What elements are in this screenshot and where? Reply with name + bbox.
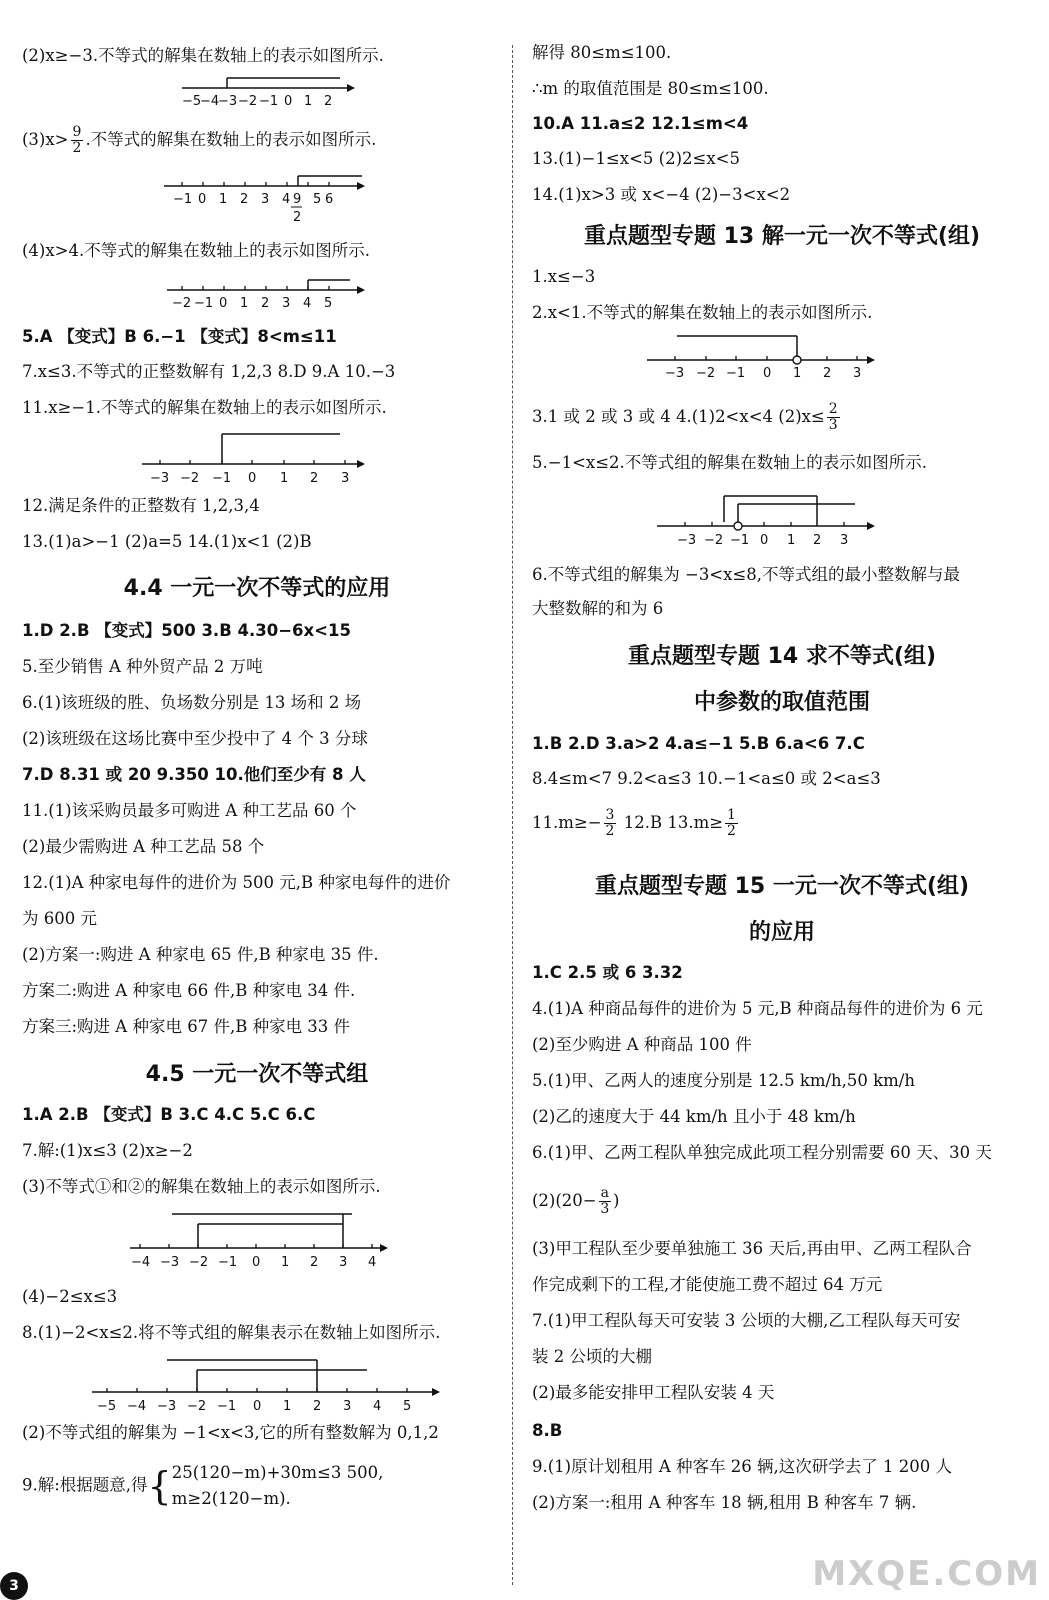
page-number: 3 — [0, 1572, 28, 1600]
tick-label: 1 — [787, 533, 796, 548]
answer-line: 8.(1)−2<x≤2.将不等式组的解集表示在数轴上如图所示. — [22, 1323, 441, 1342]
tick-label: −3 — [157, 1399, 177, 1414]
fraction-numerator: 1 — [727, 807, 736, 823]
tick-label: 6 — [325, 192, 334, 207]
fraction-denominator: 2 — [727, 823, 736, 839]
number-line — [22, 74, 382, 114]
tick-label: 2 — [261, 296, 270, 311]
answer-line: (4)x>4.不等式的解集在数轴上的表示如图所示. — [22, 241, 370, 260]
answer-line: 大整数解的和为 6 — [532, 599, 664, 618]
section-heading: 中参数的取值范围 — [693, 690, 870, 715]
answer-line: (2)方案一:租用 A 种客车 18 辆,租用 B 种客车 7 辆. — [532, 1493, 917, 1512]
text-part: (3)x> — [22, 130, 69, 149]
tick-label: 4 — [282, 192, 291, 207]
tick-label: −3 — [160, 1255, 180, 1270]
answer-line: 7.(1)甲工程队每天可安装 3 公顷的大棚,乙工程队每天可安 — [532, 1311, 961, 1330]
watermark: MXQE.COM — [812, 1554, 1041, 1594]
tick-label: −1 — [217, 1399, 237, 1414]
answer-line: 1.B 2.D 3.a>2 4.a≤−1 5.B 6.a<6 7.C — [532, 734, 865, 753]
section-heading: 4.4 一元一次不等式的应用 — [123, 576, 391, 601]
tick-label: 4 — [303, 296, 312, 311]
answer-line: 1.D 2.B 【变式】500 3.B 4.30−6x<15 — [22, 621, 351, 640]
answer-line: 7.解:(1)x≤3 (2)x≥−2 — [22, 1141, 193, 1160]
text-part: (2)(20− — [532, 1191, 597, 1210]
tick-label: 0 — [284, 94, 293, 109]
answer-line: 4.(1)A 种商品每件的进价为 5 元,B 种商品每件的进价为 6 元 — [532, 999, 983, 1018]
tick-label: 3 — [853, 366, 862, 381]
answer-line: (3)不等式①和②的解集在数轴上的表示如图所示. — [22, 1177, 381, 1196]
tick-label: −4 — [131, 1255, 151, 1270]
tick-label: −2 — [704, 533, 724, 548]
tick-label: −1 — [194, 296, 214, 311]
answer-line: (2)最多能安排甲工程队安装 4 天 — [532, 1383, 775, 1402]
tick-label: 1 — [304, 94, 313, 109]
number-line-4 — [22, 428, 402, 488]
number-line — [22, 172, 382, 232]
text-part: 12.B 13.m≥ — [618, 813, 724, 832]
answer-line: (3)甲工程队至少要单独施工 36 天后,再由甲、乙两工程队合 — [532, 1239, 972, 1258]
answer-line: 12.(1)A 种家电每件的进价为 500 元,B 种家电每件的进价 — [22, 873, 451, 892]
tick-label: 4 — [368, 1255, 377, 1270]
answer-line: 5.−1<x≤2.不等式组的解集在数轴上的表示如图所示. — [532, 453, 928, 472]
number-line — [22, 1208, 402, 1276]
tick-label: 3 — [261, 192, 270, 207]
tick-label: 3 — [341, 471, 350, 486]
fraction-numerator: 3 — [605, 807, 615, 823]
answer-line: 1.A 2.B 【变式】B 3.C 4.C 5.C 6.C — [22, 1105, 316, 1124]
equation-2: m≥2(120−m). — [171, 1489, 291, 1508]
answer-line: (2)方案一:购进 A 种家电 65 件,B 种家电 35 件. — [22, 945, 379, 964]
answer-line: 解得 80≤m≤100. — [532, 43, 672, 62]
answer-line: 8.B — [532, 1421, 563, 1440]
answer-line: 9.(1)原计划租用 A 种客车 26 辆,这次研学去了 1 200 人 — [532, 1457, 952, 1476]
tick-label: 0 — [760, 533, 769, 548]
answer-line: 7.x≤3.不等式的正整数解有 1,2,3 8.D 9.A 10.−3 — [22, 362, 396, 381]
answer-line — [532, 808, 740, 839]
tick-label: 4 — [373, 1399, 382, 1414]
tick-label: 2 — [240, 192, 249, 207]
number-line-3 — [22, 276, 382, 312]
answer-line: 7.D 8.31 或 20 9.350 10.他们至少有 8 人 — [22, 765, 366, 784]
answer-line — [22, 1460, 383, 1512]
number-line — [532, 330, 892, 386]
tick-label: −5 — [182, 94, 202, 109]
tick-label: −1 — [218, 1255, 238, 1270]
number-line-5 — [22, 1208, 402, 1272]
tick-label: 2 — [823, 366, 832, 381]
tick-label: 0 — [763, 366, 772, 381]
answer-line: 12.满足条件的正整数有 1,2,3,4 — [22, 496, 260, 515]
fraction-denominator: 3 — [600, 1201, 610, 1217]
answer-line: 8.4≤m<7 9.2<a≤3 10.−1<a≤0 或 2<a≤3 — [532, 769, 881, 788]
answer-line: 5.(1)甲、乙两人的速度分别是 12.5 km/h,50 km/h — [532, 1071, 915, 1090]
section-heading: 重点题型专题 13 解一元一次不等式(组) — [583, 224, 981, 249]
tick-label: 0 — [219, 296, 228, 311]
answer-line: 装 2 公顷的大棚 — [532, 1347, 652, 1366]
tick-label: 3 — [339, 1255, 348, 1270]
tick-label: 2 — [293, 210, 302, 225]
tick-label: −5 — [97, 1399, 117, 1414]
brace: { — [147, 1464, 172, 1508]
fraction-numerator: 9 — [72, 124, 82, 140]
tick-label: 3 — [343, 1399, 352, 1414]
tick-label: 2 — [313, 1399, 322, 1414]
number-line-1 — [22, 74, 382, 110]
number-line-6 — [22, 1352, 462, 1416]
tick-label: 3 — [282, 296, 291, 311]
fraction — [725, 808, 738, 839]
answer-line: ∴m 的取值范围是 80≤m≤100. — [532, 79, 769, 98]
tick-label: −2 — [189, 1255, 209, 1270]
tick-label: −2 — [238, 94, 258, 109]
tick-label: 2 — [324, 94, 333, 109]
tick-label: 2 — [310, 471, 319, 486]
answer-line: 13.(1)−1≤x<5 (2)2≤x<5 — [532, 149, 740, 168]
answer-line: (2)该班级在这场比赛中至少投中了 4 个 3 分球 — [22, 729, 368, 748]
number-line — [22, 276, 382, 316]
text-part: ) — [613, 1191, 620, 1210]
answer-line: 5.至少销售 A 种外贸产品 2 万吨 — [22, 657, 263, 676]
fraction-denominator: 2 — [72, 140, 82, 156]
answer-line: 方案三:购进 A 种家电 67 件,B 种家电 33 件 — [22, 1017, 351, 1036]
tick-label: 5 — [324, 296, 333, 311]
tick-label: −3 — [218, 94, 238, 109]
number-line — [22, 1352, 462, 1420]
section-heading: 4.5 一元一次不等式组 — [145, 1062, 369, 1087]
answer-line: 10.A 11.a≤2 12.1≤m<4 — [532, 114, 749, 133]
tick-label: −1 — [730, 533, 750, 548]
section-heading: 重点题型专题 15 一元一次不等式(组) — [594, 874, 970, 899]
answer-line: 6.(1)该班级的胜、负场数分别是 13 场和 2 场 — [22, 693, 362, 712]
tick-label: 3 — [840, 533, 849, 548]
answer-line: 作完成剩下的工程,才能使施工费不超过 64 万元 — [532, 1275, 883, 1294]
tick-label: 0 — [253, 1399, 262, 1414]
tick-label: 2 — [310, 1255, 319, 1270]
tick-label: −2 — [180, 471, 200, 486]
tick-label: 5 — [403, 1399, 412, 1414]
answer-line: (2)乙的速度大于 44 km/h 且小于 48 km/h — [532, 1107, 856, 1126]
tick-label: −2 — [172, 296, 192, 311]
answer-line — [532, 1186, 619, 1217]
section-heading: 重点题型专题 14 求不等式(组) — [627, 644, 937, 669]
tick-label: −2 — [187, 1399, 207, 1414]
answer-line: (4)−2≤x≤3 — [22, 1287, 118, 1306]
answer-line: 11.(1)该采购员最多可购进 A 种工艺品 60 个 — [22, 801, 357, 820]
answer-line: 方案二:购进 A 种家电 66 件,B 种家电 34 件. — [22, 981, 356, 1000]
tick-label: −3 — [150, 471, 170, 486]
answer-line: 2.x<1.不等式的解集在数轴上的表示如图所示. — [532, 303, 873, 322]
fraction — [827, 402, 840, 433]
fraction-numerator: 2 — [828, 401, 838, 417]
tick-label: 1 — [240, 296, 249, 311]
column-divider — [512, 45, 513, 1585]
tick-label: −1 — [259, 94, 279, 109]
number-line — [22, 428, 402, 492]
answer-line: 6.(1)甲、乙两工程队单独完成此项工程分别需要 60 天、30 天 — [532, 1143, 992, 1162]
tick-label: 0 — [252, 1255, 261, 1270]
answer-line: 6.不等式组的解集为 −3<x≤8,不等式组的最小整数解与最 — [532, 565, 961, 584]
answer-line: 1.x≤−3 — [532, 267, 596, 286]
fraction — [604, 808, 617, 839]
text-part: 11.m≥− — [532, 813, 602, 832]
answer-line: 1.C 2.5 或 6 3.32 — [532, 963, 683, 982]
fraction-numerator: a — [600, 1185, 609, 1201]
answer-line: 为 600 元 — [22, 909, 97, 928]
section-heading: 的应用 — [748, 920, 815, 945]
tick-label: −3 — [677, 533, 697, 548]
answer-line: 5.A 【变式】B 6.−1 【变式】8<m≤11 — [22, 327, 337, 346]
answer-line: 14.(1)x>3 或 x<−4 (2)−3<x<2 — [532, 185, 791, 204]
tick-label: 0 — [198, 192, 207, 207]
answer-line: 11.x≥−1.不等式的解集在数轴上的表示如图所示. — [22, 398, 387, 417]
fraction-denominator: 3 — [828, 417, 838, 433]
tick-label: 1 — [219, 192, 228, 207]
tick-label: −4 — [200, 94, 220, 109]
text-part: 3.1 或 2 或 3 或 4 4.(1)2<x<4 (2)x≤ — [532, 407, 825, 426]
answer-line: (2)至少购进 A 种商品 100 件 — [532, 1035, 752, 1054]
tick-label: 9 — [293, 192, 302, 207]
tick-label: 1 — [281, 1255, 290, 1270]
tick-label: −3 — [665, 366, 685, 381]
text-part: .不等式的解集在数轴上的表示如图所示. — [85, 130, 377, 149]
tick-label: 1 — [793, 366, 802, 381]
tick-label: 0 — [248, 471, 257, 486]
tick-label: 1 — [280, 471, 289, 486]
tick-label: −1 — [212, 471, 232, 486]
fraction — [71, 125, 84, 156]
equation-1: 25(120−m)+30m≤3 500, — [171, 1463, 384, 1482]
tick-label: −4 — [127, 1399, 147, 1414]
text-part: 9.解:根据题意,得 — [22, 1475, 148, 1495]
answer-line: (2)x≥−3.不等式的解集在数轴上的表示如图所示. — [22, 46, 384, 65]
tick-label: 2 — [813, 533, 822, 548]
number-line-r2 — [532, 488, 892, 548]
tick-label: −2 — [696, 366, 716, 381]
tick-label: −1 — [173, 192, 193, 207]
tick-label: −1 — [726, 366, 746, 381]
tick-label: 5 — [313, 192, 322, 207]
answer-line: (2)最少需购进 A 种工艺品 58 个 — [22, 837, 265, 856]
number-line — [532, 488, 892, 552]
answer-line — [22, 125, 376, 156]
number-line-r1 — [532, 330, 892, 382]
fraction-denominator: 2 — [605, 823, 615, 839]
answer-line: (2)不等式组的解集为 −1<x<3,它的所有整数解为 0,1,2 — [22, 1423, 439, 1442]
tick-label: 1 — [283, 1399, 292, 1414]
answer-line — [532, 402, 842, 433]
answer-line: 13.(1)a>−1 (2)a=5 14.(1)x<1 (2)B — [22, 532, 312, 551]
number-line-2 — [22, 172, 382, 228]
equation-system — [172, 1460, 384, 1512]
fraction — [599, 1186, 611, 1217]
